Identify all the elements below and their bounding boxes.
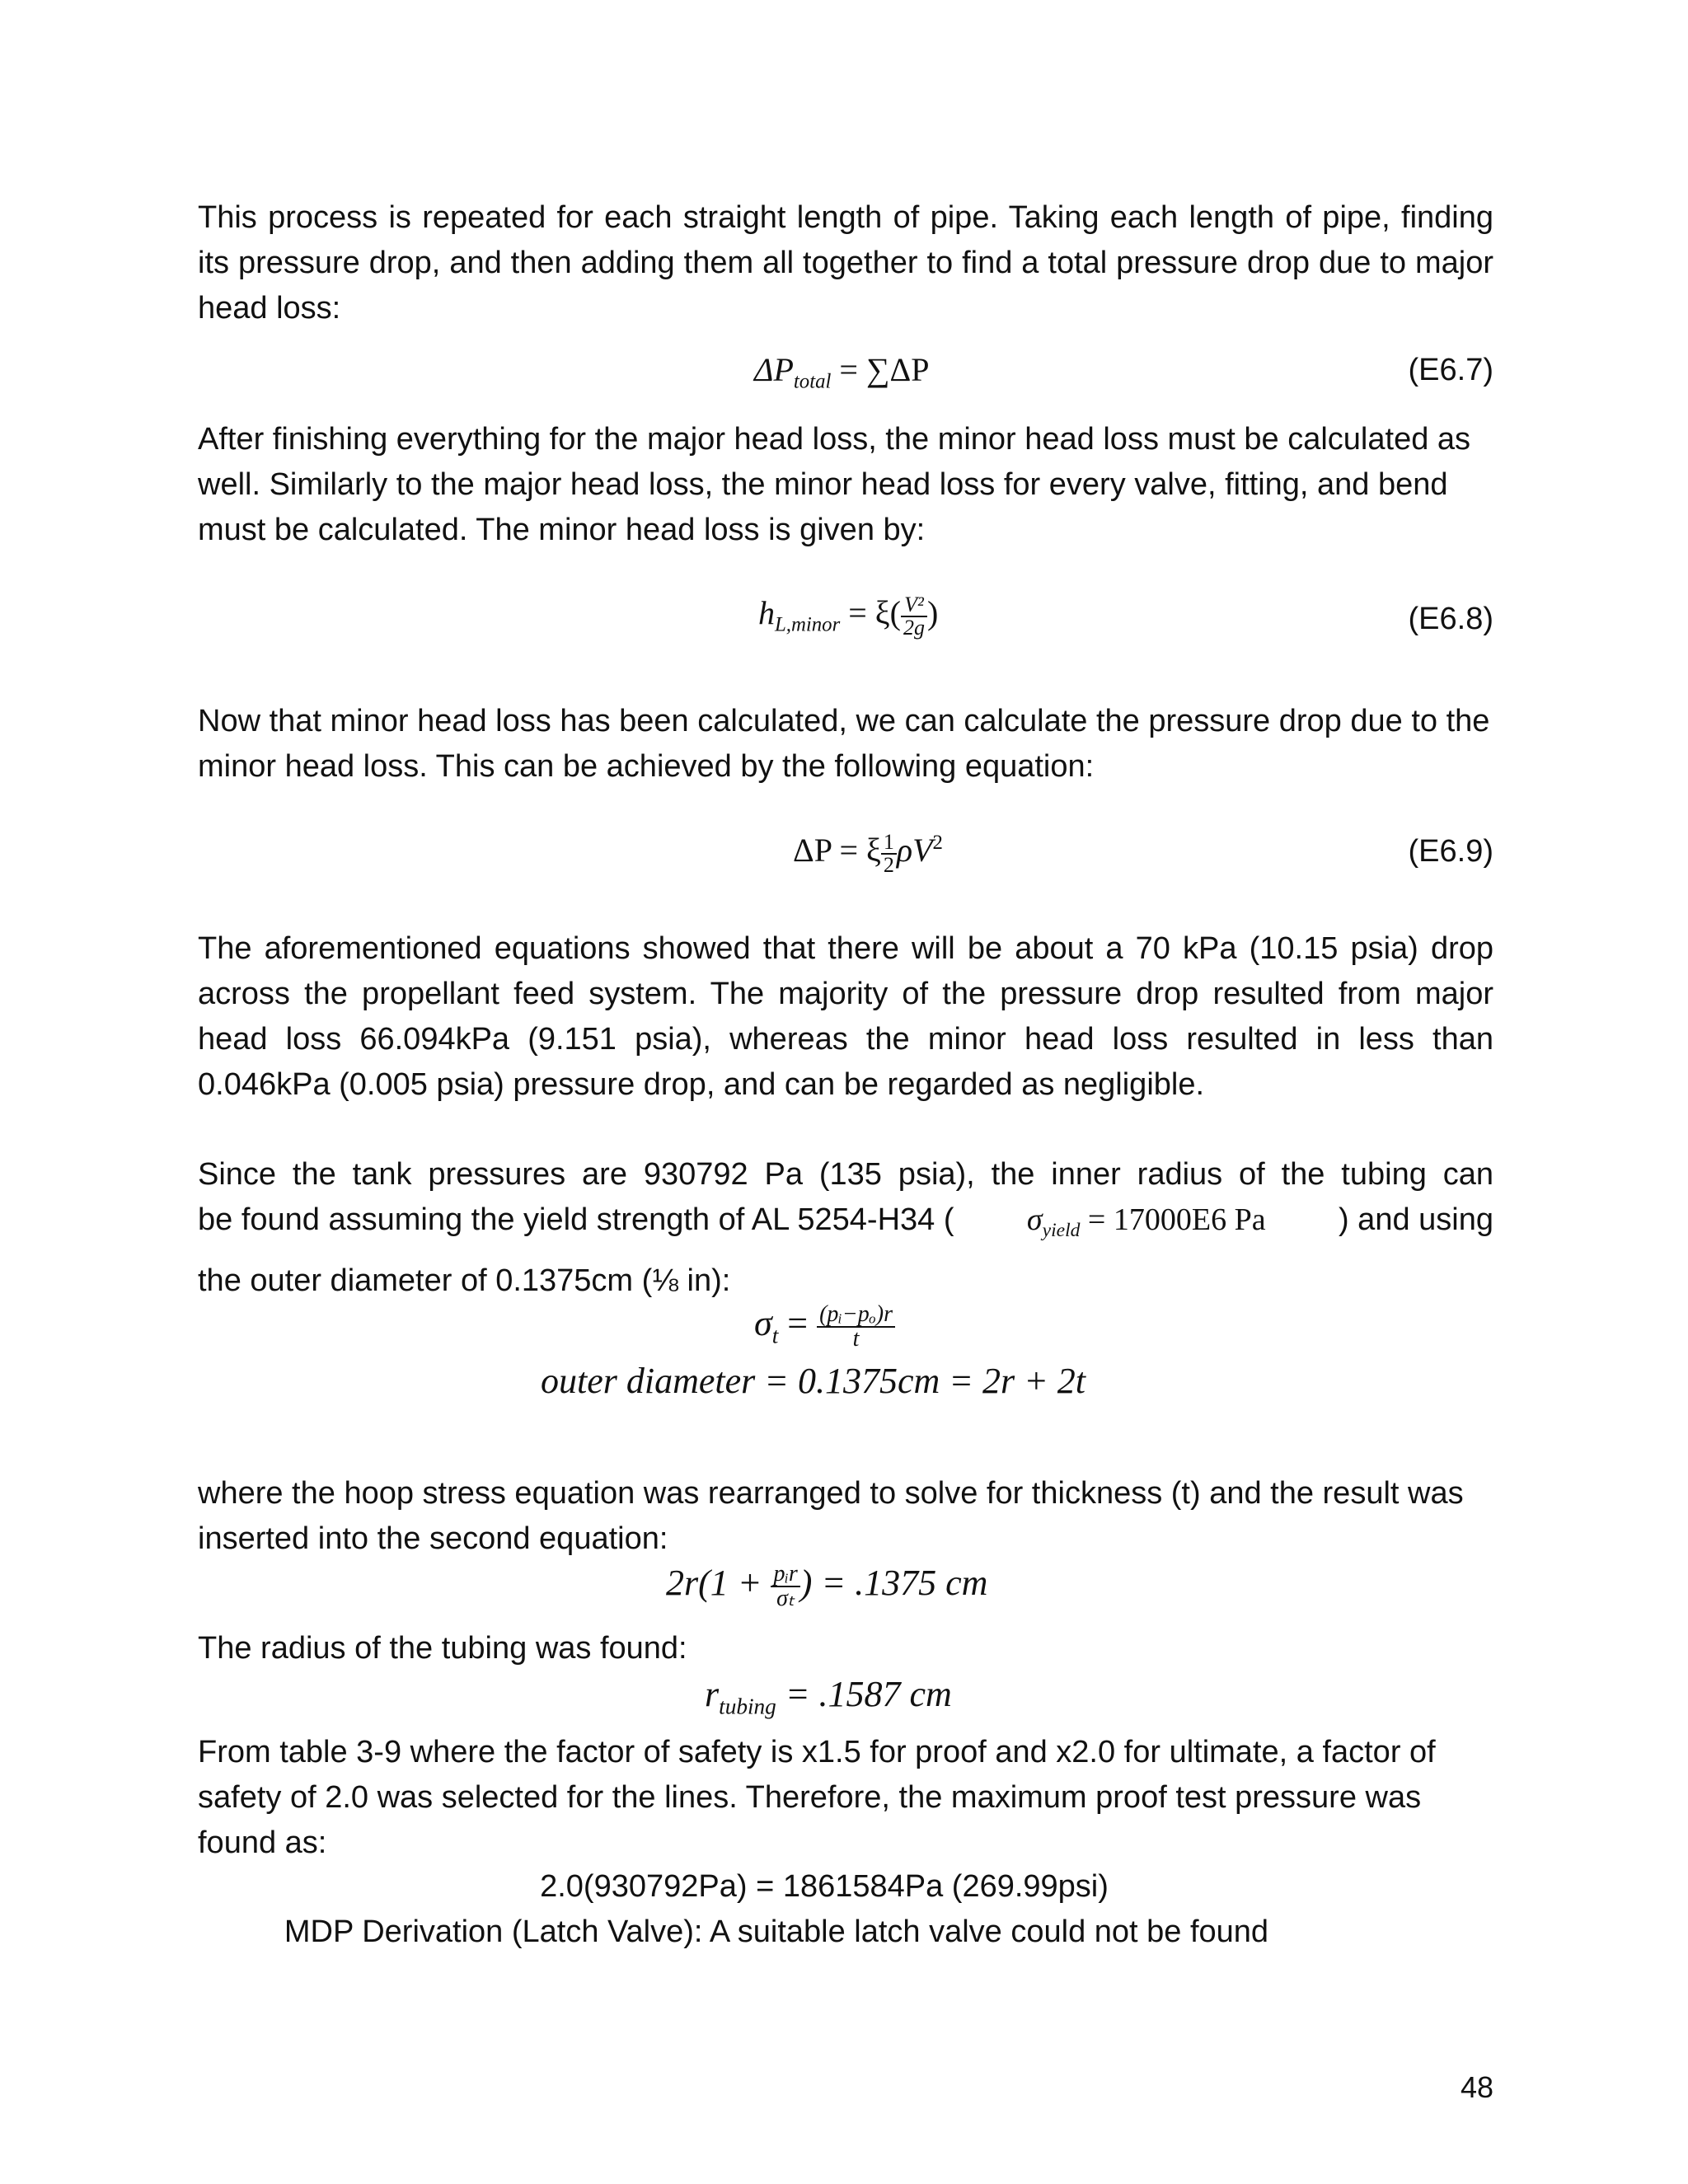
equation-radius xyxy=(666,1562,987,1610)
equation-number-e6-9: (E6.9) xyxy=(1408,834,1493,869)
paragraph-radius-found: The radius of the tubing was found: xyxy=(198,1631,687,1666)
tank-pressure-line-2 xyxy=(198,1197,1493,1254)
paragraph-factor-of-safety: From table 3-9 where the factor of safety is x1.5 for proof and x2.0 for ultimate, a factor of safety of 2.0 was selected for the lines. Therefore, the maximum proof test pressure was found as: xyxy=(198,1735,1436,1860)
total-subscript: total xyxy=(793,370,832,393)
hoop-fraction xyxy=(817,1303,895,1351)
tank-pressure-line-2-before: be found assuming the yield strength of AL 5254-H34 ( xyxy=(198,1202,954,1237)
fraction-numerator: V² xyxy=(901,594,927,617)
r-symbol: r xyxy=(705,1674,720,1714)
t-subscript: t xyxy=(771,1323,779,1348)
xi-open: = ξ( xyxy=(840,594,901,631)
paragraph-hoop-rearranged: where the hoop stress equation was rearranged to solve for thickness (t) and the result was inserted into the second equation: xyxy=(198,1476,1464,1556)
paragraph-minor-head-loss: After finishing everything for the major head loss, the minor head loss must be calculated as well. Similarly to the major head loss, the minor head loss for every valve, fitting, and bend must be calculated. The minor head loss is given by: xyxy=(198,422,1471,547)
proof-pressure-line: 2.0(930792Pa) = 1861584Pa (269.99psi) xyxy=(540,1869,1109,1904)
v2-over-2g-fraction xyxy=(901,594,927,639)
paragraph-results: The aforementioned equations showed that there will be about a 70 kPa (10.15 psia) drop across the propellant feed system. The majority of the pressure drop resulted from major head loss 66.094kPa (9.151 psia), whereas the minor head loss resulted in less than 0.046kPa (0.005 psia) pressure drop, and can be regarded as negligible. xyxy=(198,931,1493,1102)
page-number: 48 xyxy=(1460,2070,1493,2104)
sum-delta-p: = ∑ΔP xyxy=(831,351,930,388)
tank-pressure-line-3: the outer diameter of 0.1375cm (⅛ in): xyxy=(198,1263,731,1299)
yield-value: = 17000E6 Pa xyxy=(1080,1202,1266,1237)
equation-outer-diameter: outer diameter = 0.1375cm = 2r + 2t xyxy=(541,1361,1086,1401)
equation-number-e6-8: (E6.8) xyxy=(1408,602,1493,636)
l-minor-subscript: L,minor xyxy=(775,613,841,636)
tank-pressure-line-2-after: ) and using xyxy=(1338,1202,1493,1237)
delta-p-symbol: ΔP xyxy=(754,351,794,388)
squared-superscript: 2 xyxy=(932,832,943,855)
radius-suffix: ) = .1375 cm xyxy=(799,1563,988,1603)
equation-e6-9 xyxy=(793,831,943,876)
mdp-derivation-line: MDP Derivation (Latch Valve): A suitable latch valve could not be found xyxy=(284,1915,1269,1949)
radius-prefix: 2r(1 + xyxy=(666,1563,771,1603)
yield-strength-math xyxy=(1027,1197,1266,1254)
sigma-symbol: σ xyxy=(1026,1202,1043,1237)
rho-v: ρV xyxy=(896,832,933,869)
tubing-subscript: tubing xyxy=(719,1694,776,1719)
h-symbol: h xyxy=(758,594,775,631)
equation-e6-8 xyxy=(758,593,938,639)
yield-subscript: yield xyxy=(1042,1220,1081,1242)
fraction-denominator: 2 xyxy=(883,852,894,877)
equation-number-e6-7: (E6.7) xyxy=(1408,353,1493,387)
fraction-denominator: 2g xyxy=(903,615,925,640)
tank-pressure-line-1: Since the tank pressures are 930792 Pa (135 psia), the inner radius of the tubing can xyxy=(198,1157,1493,1192)
one-half-fraction xyxy=(881,829,897,877)
equals-sign: = xyxy=(778,1303,818,1343)
delta-p-xi: ΔP = ξ xyxy=(793,832,881,869)
sigma-t-symbol: σ xyxy=(754,1303,772,1343)
fraction-numerator: 1 xyxy=(881,832,897,855)
paragraph-pressure-drop-minor: Now that minor head loss has been calculated, we can calculate the pressure drop due to the minor head loss. This can be achieved by the following equation: xyxy=(198,704,1490,784)
pr-over-sigma-fraction xyxy=(771,1560,799,1611)
equation-e6-7 xyxy=(754,350,929,394)
fraction-denominator: σₜ xyxy=(776,1585,795,1611)
paragraph-tank-pressure xyxy=(198,1152,1493,1304)
fraction-numerator: (pᵢ−pₒ)r xyxy=(817,1303,895,1328)
equation-r-tubing xyxy=(705,1673,952,1720)
close-paren: ) xyxy=(926,594,939,631)
paragraph-major-head-loss: This process is repeated for each straight length of pipe. Taking each length of pipe, finding its pressure drop, and then adding them all together to find a total pressure drop due to major head loss: xyxy=(198,200,1493,326)
equation-hoop-stress xyxy=(754,1302,895,1351)
r-tubing-value: = .1587 cm xyxy=(776,1674,952,1714)
fraction-numerator: pᵢr xyxy=(771,1563,799,1587)
fraction-denominator: t xyxy=(852,1325,860,1352)
